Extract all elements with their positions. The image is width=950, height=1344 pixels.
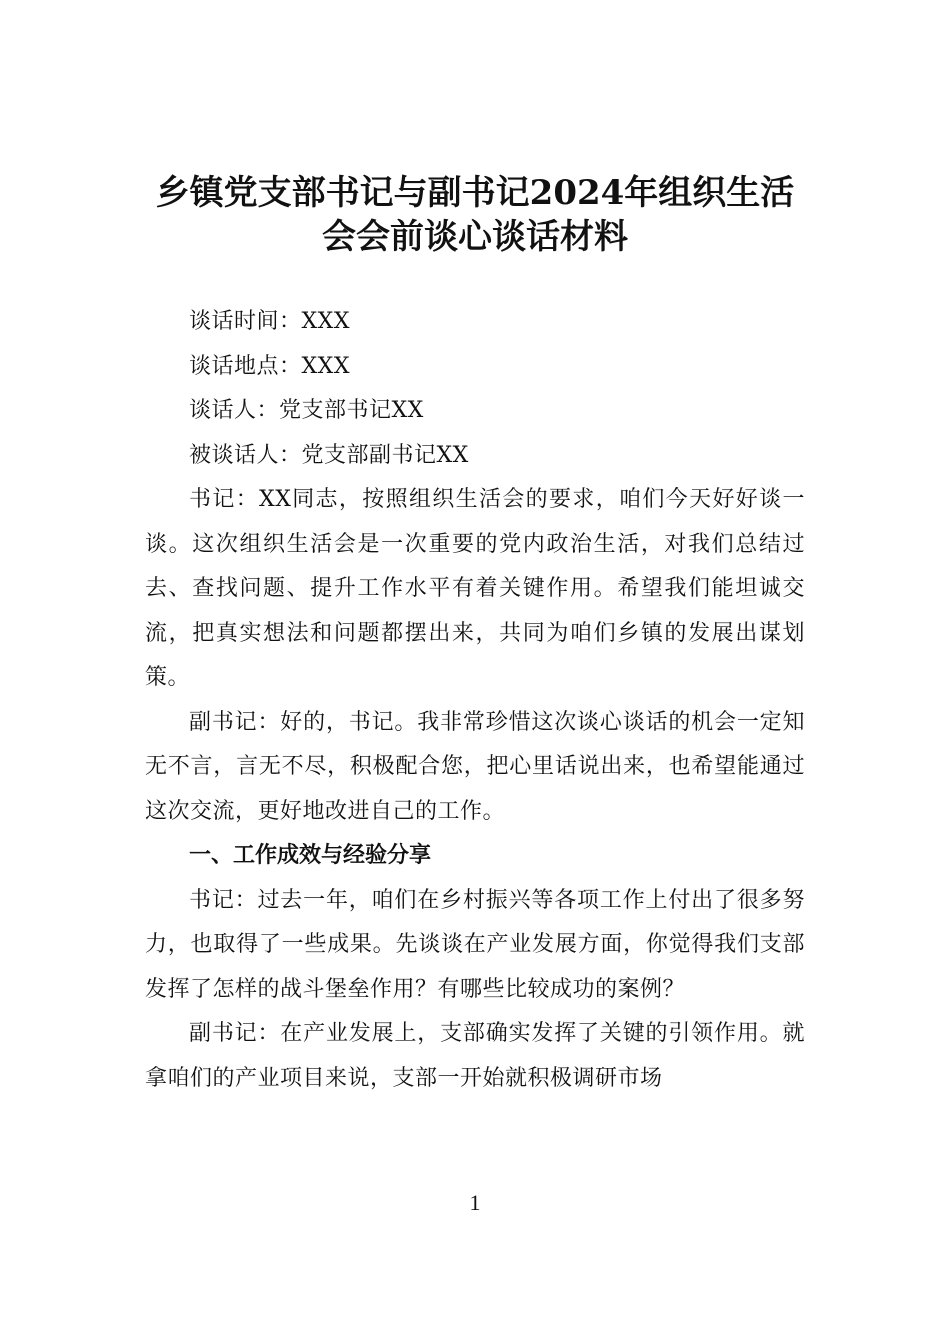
meta-listener: 被谈话人：党支部副书记XX bbox=[189, 442, 469, 468]
document-title-line-2: 会会前谈心谈话材料 bbox=[322, 217, 628, 257]
document-body bbox=[145, 300, 805, 1101]
paragraph-secretary-question: 书记：过去一年，咱们在乡村振兴等各项工作上付出了很多努力，也取得了一些成果。先谈谈在产业发展方面，你觉得我们支部发挥了怎样的战斗堡垒作用？有哪些比较成功的案例？ bbox=[145, 887, 805, 1002]
page-number: 1 bbox=[469, 1190, 481, 1215]
section-heading-achievements: 一、工作成效与经验分享 bbox=[189, 843, 432, 868]
meta-talk-time: 谈话时间：XXX bbox=[189, 309, 350, 334]
meta-speaker: 谈话人：党支部书记XX bbox=[189, 398, 424, 423]
document-title-line-1: 乡镇党支部书记与副书记2024年组织生活 bbox=[155, 173, 795, 213]
meta-talk-place: 谈话地点：XXX bbox=[189, 353, 350, 379]
paragraph-deputy-answer: 副书记：在产业发展上，支部确实发挥了关键的引领作用。就拿咱们的产业项目来说，支部一开始就积极调研市场 bbox=[145, 1021, 805, 1091]
paragraph-secretary-opening: 书记：XX同志，按照组织生活会的要求，咱们今天好好谈一谈。这次组织生活会是一次重要的党内政治生活，对我们总结过去、查找问题、提升工作水平有着关键作用。希望我们能坦诚交流，把真实想法和问题都摆出来，共同为咱们乡镇的发展出谋划策。 bbox=[145, 487, 805, 690]
paragraph-deputy-response: 副书记：好的，书记。我非常珍惜这次谈心谈话的机会一定知无不言，言无不尽，积极配合您，把心里话说出来，也希望能通过这次交流，更好地改进自己的工作。 bbox=[145, 709, 805, 824]
